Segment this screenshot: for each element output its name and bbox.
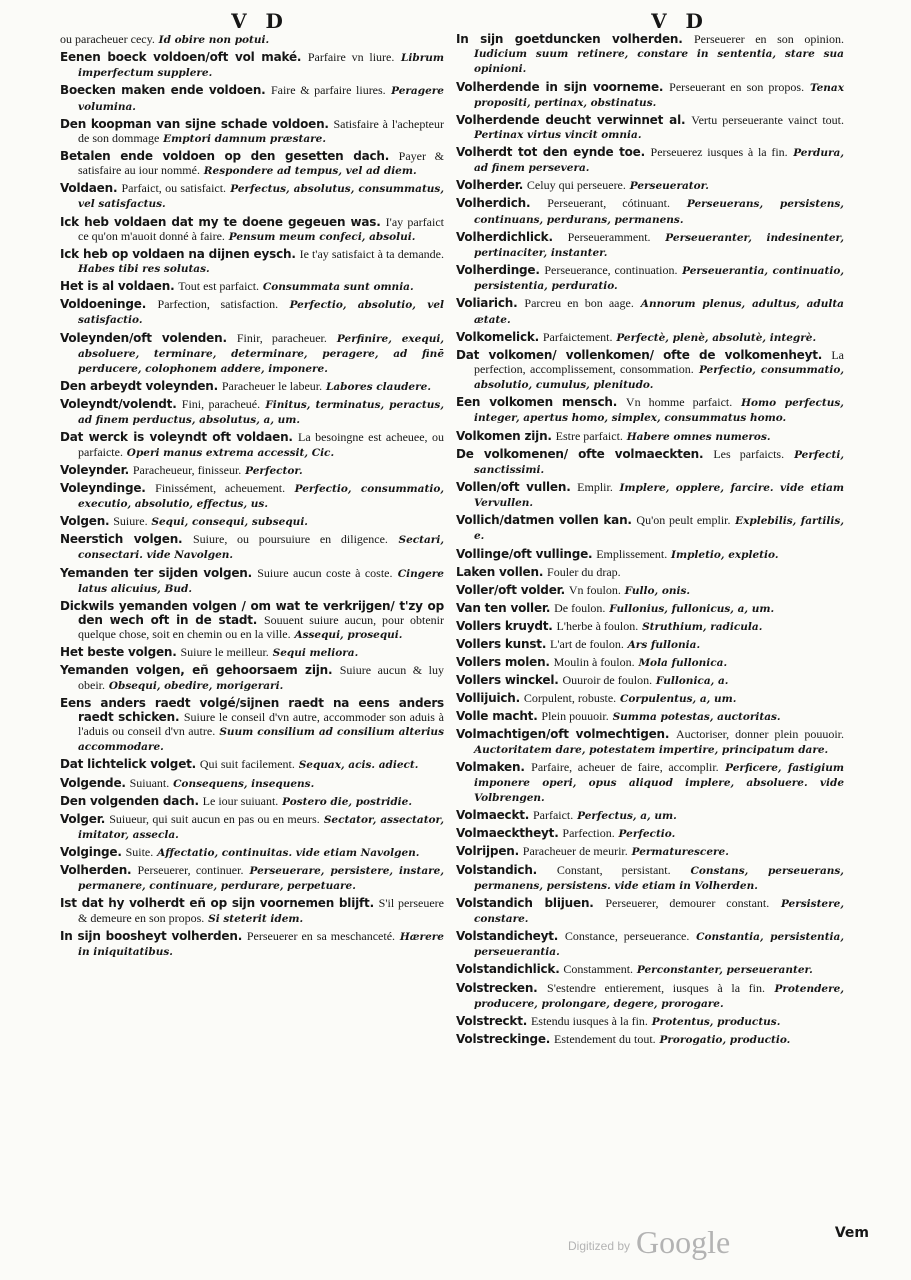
- headword: Volherdich.: [456, 196, 531, 211]
- dictionary-entry: [60, 463, 444, 478]
- dictionary-entry: [456, 896, 844, 926]
- headword: Eenen boeck voldoen/oft vol maké.: [60, 50, 302, 65]
- dictionary-entry: [456, 760, 844, 806]
- latin-gloss: Habere omnes numeros.: [626, 430, 771, 443]
- latin-gloss: Sequax, acis. adiect.: [298, 759, 419, 772]
- latin-gloss: Perfectè, plenè, absolutè, integrè.: [616, 331, 817, 344]
- headword: Volstreckt.: [456, 1013, 528, 1028]
- french-gloss: Suiure, ou poursuiure en diligence.: [192, 532, 388, 547]
- latin-gloss: Perfectus, a, um.: [577, 810, 677, 823]
- french-gloss: Perseuerant en son propos.: [669, 79, 805, 94]
- french-gloss: Constance, perseuerance.: [564, 929, 690, 944]
- headword: Volgen.: [60, 514, 110, 529]
- dictionary-entry: [60, 117, 444, 146]
- latin-gloss: Mola fullonica.: [638, 657, 728, 670]
- dictionary-entry: [60, 514, 444, 529]
- headword: Het beste volgen.: [60, 645, 177, 660]
- dictionary-entry: [456, 637, 844, 652]
- french-gloss: Emplir.: [577, 479, 613, 494]
- french-gloss: Parfaict.: [532, 808, 574, 823]
- dictionary-entry: [60, 32, 444, 47]
- french-gloss: Celuy qui perseuere.: [526, 178, 626, 193]
- latin-gloss: Perfector.: [245, 464, 303, 477]
- dictionary-entry: [60, 247, 444, 276]
- headword: Volstandicheyt.: [456, 929, 559, 944]
- headword: Volle macht.: [456, 709, 538, 724]
- dictionary-entry: [456, 395, 844, 425]
- latin-gloss: Emptori damnum præstare.: [163, 132, 327, 145]
- french-gloss: Parfection, satisfaction.: [157, 297, 279, 312]
- french-gloss: Paracheueur, finisseur.: [132, 462, 242, 477]
- headword: Ist dat hy volherdt eñ op sijn voornemen blijft.: [60, 896, 374, 911]
- french-gloss: Suiuant.: [129, 775, 170, 790]
- dictionary-entry: [60, 896, 444, 925]
- latin-gloss: Protentus, productus.: [651, 1015, 781, 1028]
- french-gloss: Parcreu en bon aage.: [524, 296, 634, 311]
- dictionary-entry: [60, 566, 444, 596]
- french-gloss: Perseuerez iusques à la fin.: [650, 145, 788, 160]
- headword: Volstreckinge.: [456, 1031, 551, 1046]
- french-gloss: Perseuerer en son opinion.: [694, 32, 844, 46]
- latin-gloss: Fullonius, fullonicus, a, um.: [609, 602, 775, 615]
- headword: Ick heb voldaen dat my te doene gegeuen was.: [60, 214, 381, 229]
- french-gloss: Suite.: [125, 845, 154, 859]
- headword: Den arbeydt voleynden.: [60, 379, 219, 394]
- running-head-left: V D: [231, 9, 289, 33]
- left-column: [60, 32, 444, 962]
- dictionary-entry: [456, 230, 844, 260]
- french-gloss: Plein pouuoir.: [541, 709, 609, 724]
- french-gloss: Qu'on peult emplir.: [636, 513, 731, 528]
- headword: Volherdichlick.: [456, 229, 553, 244]
- headword: Volherdinge.: [456, 263, 540, 278]
- dictionary-entry: [60, 663, 444, 692]
- catchword: Vem: [834, 1225, 869, 1241]
- dictionary-entry: [456, 113, 844, 142]
- headword: Een volkomen mensch.: [456, 395, 618, 410]
- french-gloss: Payer & satisfaire au iour nommé.: [78, 148, 445, 178]
- dictionary-entry: [456, 145, 844, 175]
- latin-gloss: Constans, perseuerans, permanens, persistens. vide etiam in Volherden.: [474, 864, 844, 892]
- latin-gloss: Consummata sunt omnia.: [262, 281, 414, 294]
- latin-gloss: Perfectus, absolutus, consummatus, vel satisfactus.: [78, 183, 444, 211]
- dictionary-entry: [60, 757, 444, 772]
- dictionary-entry: [456, 565, 844, 580]
- latin-gloss: Fullo, onis.: [624, 584, 691, 597]
- latin-gloss: Annorum plenus, adultus, adulta ætate.: [474, 298, 844, 326]
- french-gloss: Perseuerer, demourer constant.: [605, 895, 770, 910]
- headword: Volrijpen.: [456, 844, 519, 859]
- latin-gloss: Sectari, consectari. vide Navolgen.: [78, 534, 444, 562]
- dictionary-entry: [60, 845, 444, 860]
- dictionary-entry: [60, 50, 444, 80]
- dictionary-entry: [456, 513, 844, 543]
- latin-gloss: Protendere, producere, prolongare, degere, prorogare.: [474, 982, 844, 1010]
- french-gloss: Fini, paracheué.: [181, 397, 261, 412]
- headword: Neerstich volgen.: [60, 532, 183, 547]
- latin-gloss: Perseuerator.: [629, 180, 709, 193]
- french-gloss: Estendu iusques à la fin.: [530, 1013, 648, 1028]
- headword: Voleyndinge.: [60, 480, 146, 495]
- dictionary-entry: [456, 863, 844, 893]
- latin-gloss: Summa potestas, auctoritas.: [612, 711, 781, 724]
- french-gloss: L'herbe à foulon.: [556, 618, 639, 633]
- headword: Vollers winckel.: [456, 673, 559, 688]
- dictionary-entry: [60, 929, 444, 959]
- dictionary-entry: [456, 447, 844, 477]
- dictionary-entry: [456, 429, 844, 444]
- french-gloss: S'estendre entierement, iusques à la fin.: [547, 980, 766, 995]
- dictionary-entry: [60, 645, 444, 660]
- french-gloss: Parfaire vn liure.: [307, 50, 395, 65]
- latin-gloss: Perfecti, sanctissimi.: [474, 448, 844, 476]
- dictionary-entry: [456, 178, 844, 193]
- french-gloss: Parfaictement.: [542, 329, 613, 344]
- french-gloss: Vertu perseuerante vainct tout.: [691, 112, 844, 127]
- headword: Het is al voldaen.: [60, 279, 175, 294]
- french-gloss: Suiure aucun coste à coste.: [257, 565, 393, 580]
- french-gloss: Perseuerer en sa meschanceté.: [246, 928, 396, 943]
- latin-gloss: Fullonica, a.: [655, 675, 729, 688]
- dictionary-entry: [456, 330, 844, 345]
- french-gloss: I'ay parfaict ce qu'on m'auoit donné à faire.: [78, 214, 444, 243]
- latin-gloss: Perseuerare, persistere, instare, permanere, continuare, perdurare, perpetuare.: [78, 865, 444, 893]
- headword: Volginge.: [60, 845, 122, 859]
- latin-gloss: Perficere, fastigium imponere operi, opus aliquod implere, absoluere. vide Volbrengen.: [474, 761, 844, 805]
- headword: Volherden.: [60, 863, 132, 878]
- french-gloss: Parfaire, acheuer de faire, accomplir.: [531, 759, 719, 774]
- french-gloss: Souuent suiure aucun, pour obtenir quelque chose, soit en chemin ou en la ville.: [78, 613, 444, 642]
- dictionary-entry: [456, 1014, 844, 1029]
- latin-gloss: Ars fullonia.: [627, 639, 701, 652]
- latin-gloss: Habes tibi res solutas.: [78, 263, 210, 276]
- dictionary-entry: [456, 655, 844, 670]
- latin-gloss: Permaturescere.: [631, 846, 729, 859]
- french-gloss: Finir, paracheuer.: [236, 330, 327, 345]
- dictionary-entry: [60, 297, 444, 327]
- dictionary-entry: [456, 480, 844, 510]
- latin-gloss: Labores claudere.: [325, 381, 431, 394]
- french-gloss: Fouler du drap.: [547, 564, 621, 579]
- french-gloss: Vn foulon.: [568, 582, 621, 597]
- french-gloss: De foulon.: [554, 600, 606, 615]
- french-gloss: Emplissement.: [596, 546, 668, 561]
- french-gloss: Satisfaire à l'achepteur de son dommage: [78, 116, 444, 145]
- dictionary-entry: [60, 812, 444, 842]
- headword: Voller/oft volder.: [456, 582, 565, 597]
- dictionary-entry: [456, 263, 844, 293]
- french-gloss: Estendement du tout.: [554, 1031, 656, 1046]
- dictionary-entry: [60, 379, 444, 394]
- latin-gloss: Affectatio, continuitas. vide etiam Navolgen.: [157, 847, 420, 859]
- headword: Den koopman van sijne schade voldoen.: [60, 116, 329, 131]
- headword: Den volgenden dach.: [60, 793, 199, 808]
- headword: Yemanden volgen, eñ gehoorsaem zijn.: [60, 663, 333, 678]
- french-gloss: Perseuerant, cótinuant.: [547, 196, 670, 211]
- dictionary-entry: [456, 844, 844, 859]
- dictionary-entry: [456, 80, 844, 110]
- latin-gloss: Sequi meliora.: [272, 647, 359, 660]
- dictionary-entry: [60, 794, 444, 809]
- dictionary-entry: [456, 348, 844, 393]
- french-gloss: Perseuerance, continuation.: [544, 263, 678, 278]
- latin-gloss: Explebilis, fartilis, e.: [474, 515, 844, 543]
- headword: Ick heb op voldaen na dijnen eysch.: [60, 246, 296, 261]
- dictionary-entry: [60, 532, 444, 562]
- dictionary-entry: [456, 808, 844, 823]
- headword: Vollers kruydt.: [456, 618, 553, 633]
- headword: Volstandichlick.: [456, 962, 560, 977]
- french-gloss: Ouuroir de foulon.: [562, 673, 653, 688]
- latin-gloss: Hærere in iniquitatibus.: [78, 930, 444, 958]
- dictionary-entry: [60, 776, 444, 791]
- watermark-google-logo: Google: [636, 1224, 731, 1260]
- latin-gloss: Struthium, radicula.: [642, 620, 763, 633]
- headword: Voleyndt/volendt.: [60, 397, 177, 412]
- headword: Dat werck is voleyndt oft voldaen.: [60, 430, 293, 445]
- french-gloss: Faire & parfaire liures.: [270, 83, 386, 98]
- latin-gloss: Prorogatio, productio.: [659, 1033, 791, 1046]
- french-gloss: Auctoriser, donner plein pouuoir.: [676, 727, 844, 742]
- headword: Volmaecktheyt.: [456, 826, 559, 841]
- dictionary-entry: [60, 481, 444, 511]
- french-gloss: Suiure le meilleur.: [180, 645, 269, 660]
- french-gloss: Suiure.: [113, 514, 148, 529]
- latin-gloss: Persistere, constare.: [474, 897, 844, 926]
- dictionary-entry: [60, 331, 444, 377]
- headword: Volkomen zijn.: [456, 428, 552, 443]
- latin-gloss: Perfectio.: [618, 828, 676, 841]
- latin-gloss: Homo perfectus, integer, apertus homo, simplex, consummatus homo.: [474, 397, 844, 425]
- french-gloss: Finissément, acheuement.: [155, 480, 286, 495]
- dictionary-entry: [60, 83, 444, 113]
- latin-gloss: Constantia, persistentia, perseuerantia.: [474, 931, 844, 959]
- headword: Yemanden ter sijden volgen.: [60, 565, 252, 580]
- headword: Voliarich.: [456, 296, 518, 311]
- latin-gloss: Auctoritatem dare, potestatem impertire, principatum dare.: [474, 743, 829, 756]
- dictionary-entry: [456, 691, 844, 706]
- french-gloss: Constant, persistant.: [556, 862, 671, 877]
- latin-gloss: Finitus, terminatus, peractus, ad finem perductus, absolutus, a, um.: [78, 399, 444, 427]
- latin-gloss: Perfectio, absolutio, vel satisfactio.: [78, 299, 444, 327]
- latin-gloss: Suum consilium ad consilium alterius accommodare.: [78, 726, 444, 754]
- headword: Laken vollen.: [456, 564, 544, 579]
- latin-gloss: Perdura, ad finem persevera.: [474, 147, 844, 175]
- headword: Volherdt tot den eynde toe.: [456, 145, 645, 160]
- latin-gloss: Perfectio, consummatio, executio, absolutio, effectus, us.: [78, 482, 444, 511]
- french-gloss: Les parfaicts.: [713, 446, 785, 461]
- latin-gloss: Consequens, insequens.: [173, 777, 315, 790]
- dictionary-entry: [456, 709, 844, 724]
- latin-gloss: Sequi, consequi, subsequi.: [151, 516, 308, 529]
- latin-gloss: Perseuerantia, continuatio, persistentia, perduratio.: [474, 265, 844, 293]
- french-gloss: Perseueramment.: [567, 229, 651, 244]
- latin-gloss: Iudicium suum retinere, constare in sententia, stare sua opinioni.: [474, 48, 844, 76]
- french-gloss: L'art de foulon.: [550, 637, 624, 652]
- latin-gloss: Librum imperfectum supplere.: [78, 52, 444, 80]
- headword: Vollich/datmen vollen kan.: [456, 513, 632, 528]
- french-gloss: Corpulent, robuste.: [523, 691, 617, 706]
- latin-gloss: Id obire non potui.: [158, 34, 270, 46]
- headword: Volkomelick.: [456, 329, 540, 344]
- dictionary-entry: [60, 430, 444, 459]
- french-gloss: Parfection.: [562, 826, 615, 841]
- dictionary-entry: [456, 727, 844, 756]
- headword: Vollers molen.: [456, 655, 550, 670]
- dictionary-entry: [60, 279, 444, 294]
- latin-gloss: Pensum meum confeci, absolui.: [228, 230, 416, 243]
- running-head-right: V D: [651, 9, 709, 33]
- french-gloss: Le iour suiuant.: [202, 793, 279, 808]
- headword: Dickwils yemanden volgen / om wat te verkrijgen/ t'zy op den wech oft in de stadt.: [60, 598, 444, 628]
- french-gloss: Paracheuer de meurir.: [522, 844, 628, 859]
- headword: Voldoeninge.: [60, 297, 147, 312]
- dictionary-entry: [60, 599, 444, 643]
- headword: Volherdende in sijn voorneme.: [456, 79, 664, 94]
- headword: Volstandich.: [456, 862, 538, 877]
- dictionary-entry: [60, 397, 444, 427]
- headword: Dat volkomen/ vollenkomen/ ofte de volkomenheyt.: [456, 347, 823, 362]
- headword: Boecken maken ende voldoen.: [60, 83, 266, 98]
- latin-gloss: Pertinax virtus vincit omnia.: [474, 129, 642, 141]
- headword: Volmaken.: [456, 759, 525, 774]
- headword: Volger.: [60, 811, 106, 826]
- latin-gloss: Perfinire, exequi, absoluere, terminare, determinare, peragere, ad finē perducere, colophonem addere, imponere.: [78, 332, 444, 375]
- dictionary-entry: [456, 619, 844, 634]
- french-gloss: Parfaict, ou satisfaict.: [121, 181, 227, 196]
- latin-gloss: Si steterit idem.: [208, 912, 304, 925]
- headword: Voldaen.: [60, 181, 118, 196]
- latin-gloss: Sectator, assectator, imitator, assecla.: [78, 813, 444, 841]
- french-gloss: Suiure le conseil d'vn autre, accommoder son aduis à l'aduis ou conseil d'vn autre.: [78, 709, 444, 739]
- dictionary-entry: [60, 696, 444, 755]
- dictionary-entry: [60, 863, 444, 893]
- headword: Volherdende deucht verwinnet al.: [456, 112, 686, 127]
- dictionary-entry: [456, 981, 844, 1011]
- french-gloss: ou paracheuer cecy.: [60, 32, 155, 46]
- latin-gloss: Operi manus extrema accessit, Cic.: [126, 446, 335, 459]
- headword: Eens anders raedt volgé/sijnen raedt na eens anders raedt schicken.: [60, 695, 444, 724]
- headword: Vollinge/oft vullinge.: [456, 546, 593, 561]
- headword: In sijn boosheyt volherden.: [60, 928, 243, 943]
- dictionary-entry: [456, 929, 844, 959]
- latin-gloss: Impletio, expletio.: [671, 548, 779, 561]
- dictionary-entry: [456, 601, 844, 616]
- watermark-digitized-by: Digitized by: [568, 1239, 631, 1253]
- dictionary-entry: [456, 296, 844, 326]
- french-gloss: Suiueur, qui suit aucun en pas ou en meurs.: [109, 811, 320, 826]
- french-gloss: Suiure aucun & luy obeir.: [78, 663, 444, 692]
- french-gloss: La perfection, accomplissement, consommation.: [474, 347, 844, 376]
- latin-gloss: Perfectio, consummatio, absolutio, cumulus, plenitudo.: [474, 363, 844, 392]
- french-gloss: Moulin à foulon.: [553, 655, 635, 670]
- latin-gloss: Assequi, prosequi.: [294, 629, 403, 642]
- dictionary-entry: [456, 962, 844, 977]
- headword: In sijn goetduncken volherden.: [456, 32, 683, 46]
- french-gloss: Paracheuer le labeur.: [221, 379, 323, 394]
- latin-gloss: Tenax propositi, pertinax, obstinatus.: [474, 81, 844, 109]
- french-gloss: Perseuerer, continuer.: [137, 863, 244, 878]
- dictionary-entry: [60, 215, 444, 244]
- headword: Volstandich blijuen.: [456, 895, 594, 910]
- headword: Voleynder.: [60, 462, 129, 477]
- dictionary-entry: [456, 673, 844, 688]
- headword: Betalen ende voldoen op den gesetten dach.: [60, 148, 390, 163]
- french-gloss: Constamment.: [563, 962, 634, 977]
- french-gloss: Ie t'ay satisfaict à ta demande.: [299, 246, 445, 261]
- headword: De volkomenen/ ofte volmaeckten.: [456, 446, 704, 461]
- french-gloss: Vn homme parfaict.: [625, 395, 733, 410]
- latin-gloss: Respondere ad tempus, vel ad diem.: [203, 165, 417, 178]
- headword: Volherder.: [456, 178, 524, 193]
- headword: Volmaeckt.: [456, 808, 530, 823]
- headword: Volstrecken.: [456, 980, 538, 995]
- latin-gloss: Perconstanter, perseueranter.: [636, 964, 813, 977]
- headword: Volgende.: [60, 775, 126, 790]
- headword: Vollers kunst.: [456, 637, 547, 652]
- headword: Van ten voller.: [456, 600, 551, 615]
- dictionary-entry: [60, 181, 444, 211]
- headword: Vollijuich.: [456, 691, 520, 706]
- headword: Vollen/oft vullen.: [456, 479, 571, 494]
- latin-gloss: Corpulentus, a, um.: [619, 693, 737, 706]
- french-gloss: Qui suit facilement.: [199, 757, 295, 772]
- dictionary-entry: [456, 196, 844, 226]
- french-gloss: Tout est parfaict.: [178, 279, 260, 294]
- french-gloss: La besoingne est acheuee, ou parfaicte.: [78, 430, 444, 459]
- dictionary-entry: [456, 826, 844, 841]
- latin-gloss: Obsequi, obedire, morigerari.: [108, 679, 284, 692]
- latin-gloss: Peragere volumina.: [78, 85, 444, 113]
- latin-gloss: Perseuerans, persistens, continuans, perdurans, permanens.: [474, 198, 844, 226]
- dictionary-entry: [456, 1032, 844, 1047]
- latin-gloss: Cingere latus alicuius, Bud.: [78, 567, 444, 595]
- latin-gloss: Implere, opplere, farcire. vide etiam Vervullen.: [474, 481, 844, 510]
- french-gloss: S'il perseuere & demeure en son propos.: [78, 896, 444, 925]
- dictionary-entry: [60, 149, 444, 178]
- headword: Voleynden/oft volenden.: [60, 330, 227, 345]
- latin-gloss: Postero die, postridie.: [282, 795, 413, 808]
- digitized-watermark: [568, 1222, 730, 1258]
- dictionary-entry: [456, 547, 844, 562]
- headword: Dat lichtelick volget.: [60, 757, 197, 772]
- right-column: [456, 32, 844, 1050]
- dictionary-entry: [456, 32, 844, 77]
- french-gloss: Estre parfaict.: [555, 428, 623, 443]
- dictionary-entry: [456, 583, 844, 598]
- latin-gloss: Perseueranter, indesinenter, pertinaciter, instanter.: [474, 231, 844, 259]
- headword: Volmachtigen/oft volmechtigen.: [456, 727, 670, 742]
